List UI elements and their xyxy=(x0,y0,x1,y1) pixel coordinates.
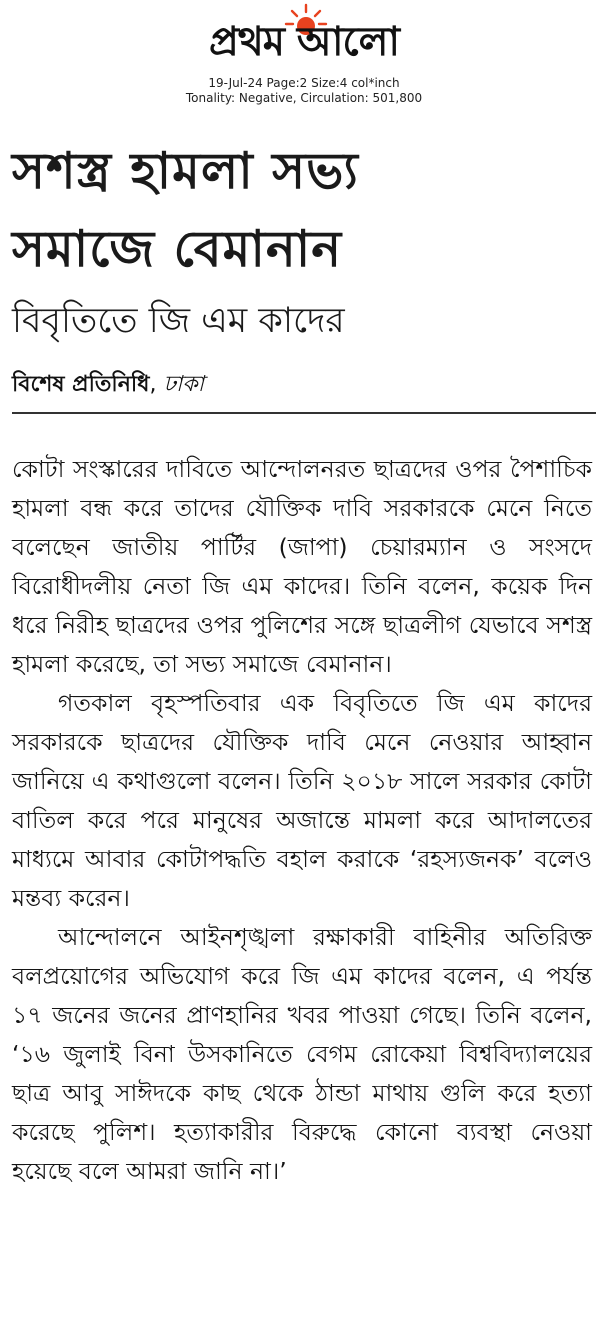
clip-info-tonality: Tonality: Negative, Circulation: 501,800 xyxy=(185,91,423,105)
divider xyxy=(12,412,596,414)
clip-info: 19-Jul-24 Page:2 Size:4 col*inch xyxy=(208,76,400,90)
article-body xyxy=(12,450,592,1191)
paragraph-1: কোটা সংস্কারের দাবিতে আন্দোলনরত ছাত্রদের ওপর পৈশাচিক হামলা বন্ধ করে তাদের যৌক্তিক দাবি সরকারকে মেনে নিতে বলেছেন জাতীয় পার্টির (জাপা) চেয়ারম্যান ও সংসদে বিরোধীদলীয় নেতা জি এম কাদের। তিনি বলেন, কয়েক দিন ধরে নিরীহ ছাত্রদের ওপর পুলিশের সঙ্গে ছাত্রলীগ যেভাবে সশস্ত্র হামলা করেছে, তা সভ্য সমাজে বেমানান। xyxy=(12,455,592,678)
headline-line-2: সমাজে বেমানান xyxy=(12,220,343,278)
paragraph-3: আন্দোলনে আইনশৃঙ্খলা রক্ষাকারী বাহিনীর অতিরিক্ত বলপ্রয়োগের অভিযোগ করে জি এম কাদের বলেন, এ পর্যন্ত ১৭ জনের জনের প্রাণহানির খবর পাওয়া গেছে। তিনি বলেন, ‘১৬ জুলাই বিনা উসকানিতে বেগম রোকেয়া বিশ্ববিদ্যালয়ের ছাত্র আবু সাঈদকে কাছ থেকে ঠান্ডা মাথায় গুলি করে হত্যা করেছে পুলিশ। হত্যাকারীর বিরুদ্ধে কোনো ব্যবস্থা নেওয়া হয়েছে বলে আমরা জানি না।’ xyxy=(12,923,592,1185)
article-subheadline: বিবৃতিতে জি এম কাদের xyxy=(12,301,345,341)
paragraph-2: গতকাল বৃহস্পতিবার এক বিবৃতিতে জি এম কাদের সরকারকে ছাত্রদের যৌক্তিক দাবি মেনে নেওয়ার আহ্বান জানিয়ে এ কথাগুলো বলেন। তিনি ২০১৮ সালে সরকার কোটা বাতিল করে পরে মানুষের অজান্তে মামলা করে আদালতের মাধ্যমে আবার কোটাপদ্ধতি বহাল করাকে ‘রহস্যজনক’ বলেও মন্তব্য করেন। xyxy=(12,689,592,912)
article-headline xyxy=(12,132,596,288)
newspaper-logo xyxy=(168,2,440,70)
byline-author: বিশেষ প্রতিনিধি xyxy=(12,372,150,397)
masthead xyxy=(0,0,608,110)
headline-line-1: সশস্ত্র হামলা সভ্য xyxy=(12,142,359,200)
byline-place: ঢাকা xyxy=(163,372,205,397)
byline-separator: , xyxy=(149,372,164,397)
byline xyxy=(12,368,596,402)
newspaper-name: প্রথম আলো xyxy=(208,19,400,65)
